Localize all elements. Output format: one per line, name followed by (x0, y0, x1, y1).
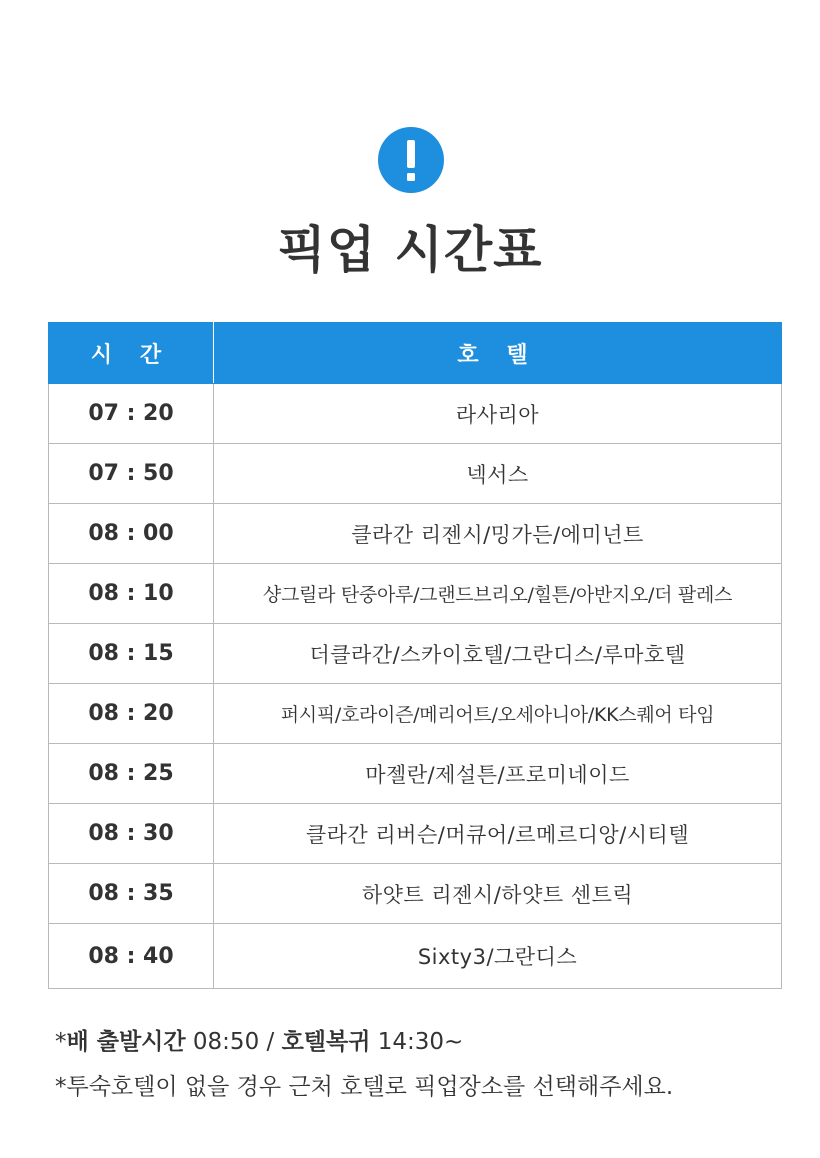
table-row (49, 444, 782, 504)
note-asterisk: * (55, 1029, 67, 1055)
hotel-list: 라사리아 (214, 384, 782, 444)
pickup-time: 08 : 35 (49, 864, 214, 924)
pickup-time: 08 : 25 (49, 744, 214, 804)
pickup-time: 08 : 40 (49, 924, 214, 989)
column-header-time: 시 간 (49, 323, 214, 384)
table-row (49, 384, 782, 444)
table-row (49, 504, 782, 564)
page-title: 픽업 시간표 (277, 221, 543, 279)
table-row (49, 924, 782, 989)
return-label: 호텔복귀 (281, 1029, 371, 1055)
return-time: 14:30~ (370, 1029, 464, 1055)
hotel-selection-note: *투숙호텔이 없을 경우 근처 호텔로 픽업장소를 선택해주세요. (55, 1074, 674, 1100)
hotel-list: 클라간 리버슨/머큐어/르메르디앙/시티텔 (214, 804, 782, 864)
hotel-list: 하얏트 리젠시/하얏트 센트릭 (214, 864, 782, 924)
pickup-schedule-table (48, 322, 782, 989)
table-row (49, 864, 782, 924)
table-row (49, 744, 782, 804)
pickup-time: 07 : 20 (49, 384, 214, 444)
table-row (49, 804, 782, 864)
exclamation-icon (378, 127, 444, 193)
hotel-list: 퍼시픽/호라이즌/메리어트/오세아니아/KK스퀘어 타임 (214, 684, 782, 744)
hotel-list: 넥서스 (214, 444, 782, 504)
hotel-list: 클라간 리젠시/밍가든/에미넌트 (214, 504, 782, 564)
pickup-time: 08 : 10 (49, 564, 214, 624)
hotel-list: 샹그릴라 탄중아루/그랜드브리오/힐튼/아반지오/더 팔레스 (214, 564, 782, 624)
table-row (49, 624, 782, 684)
pickup-time: 08 : 30 (49, 804, 214, 864)
column-header-hotel: 호 텔 (214, 323, 782, 384)
table-header-row (49, 323, 782, 384)
departure-return-note (55, 1023, 463, 1056)
hotel-list: Sixty3/그란디스 (214, 924, 782, 989)
pickup-time: 08 : 20 (49, 684, 214, 744)
pickup-time: 08 : 15 (49, 624, 214, 684)
departure-label: 배 출발시간 (66, 1029, 186, 1055)
hotel-list: 마젤란/제설튼/프로미네이드 (214, 744, 782, 804)
pickup-time: 07 : 50 (49, 444, 214, 504)
hotel-list: 더클라간/스카이호텔/그란디스/루마호텔 (214, 624, 782, 684)
table-row (49, 684, 782, 744)
departure-time: 08:50 / (185, 1029, 282, 1055)
table-row (49, 564, 782, 624)
pickup-time: 08 : 00 (49, 504, 214, 564)
